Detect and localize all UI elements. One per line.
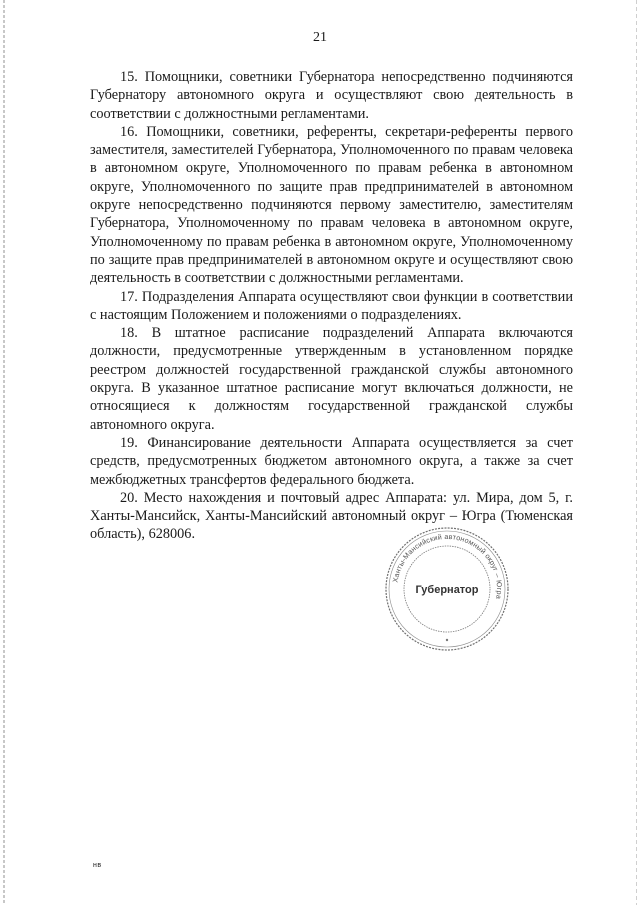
paragraph-20: 20. Место нахождения и почтовый адрес Аппарата: ул. Мира, дом 5, г. Ханты-Мансийск, Ханты-Мансийский автономный округ – Югра (Тюменская область), 628006. (90, 489, 573, 543)
official-seal (384, 526, 510, 652)
footer-code: нв (93, 862, 102, 869)
paragraph-17: 17. Подразделения Аппарата осуществляют свои функции в соответствии с настоящим Положением и положениями о подразделениях. (90, 288, 573, 323)
document-body (90, 68, 573, 544)
paragraph-19: 19. Финансирование деятельности Аппарата осуществляется за счет средств, предусмотренных бюджетом автономного округа, а также за счет межбюджетных трансфертов федерального бюджета. (90, 434, 573, 488)
scan-edge-left (3, 0, 5, 905)
seal-ring-text: Ханты-Мансийский автономный округ – Югра (390, 531, 505, 600)
seal-bottom-dot (446, 639, 448, 641)
paragraph-15: 15. Помощники, советники Губернатора непосредственно подчиняются Губернатору автономного округа и осуществляют свою деятельность в соответствии с должностными регламентами. (90, 69, 573, 122)
seal-center-text: Губернатор (415, 584, 479, 596)
paragraph-18: 18. В штатное расписание подразделений Аппарата включаются должности, предусмотренные утвержденным в установленном порядке реестром должностей государственной гражданской службы автономного округа. В указанное штатное расписание могут включаться должности, не относящиеся к должностям государственной гражданской службы автономного округа. (90, 325, 573, 433)
paragraph-16: 16. Помощники, советники, референты, секретари-референты первого заместителя, заместителей Губернатора, Уполномоченного по правам человека в автономном округе, Уполномоченного по правам ребенка в автономном округе, Уполномоченного по защите прав предпринимателей в автономном округе непосредственно подчиняются первому заместителю, заместителям Губернатора, Уполномоченному по правам человека в автономном округе, Уполномоченному по правам ребенка в автономном округе, Уполномоченному по защите прав предпринимателей в автономном округе и осуществляют свою деятельность в соответствии с должностными регламентами. (90, 123, 573, 287)
page-number: 21 (313, 30, 327, 45)
scan-edge-right (636, 0, 637, 905)
